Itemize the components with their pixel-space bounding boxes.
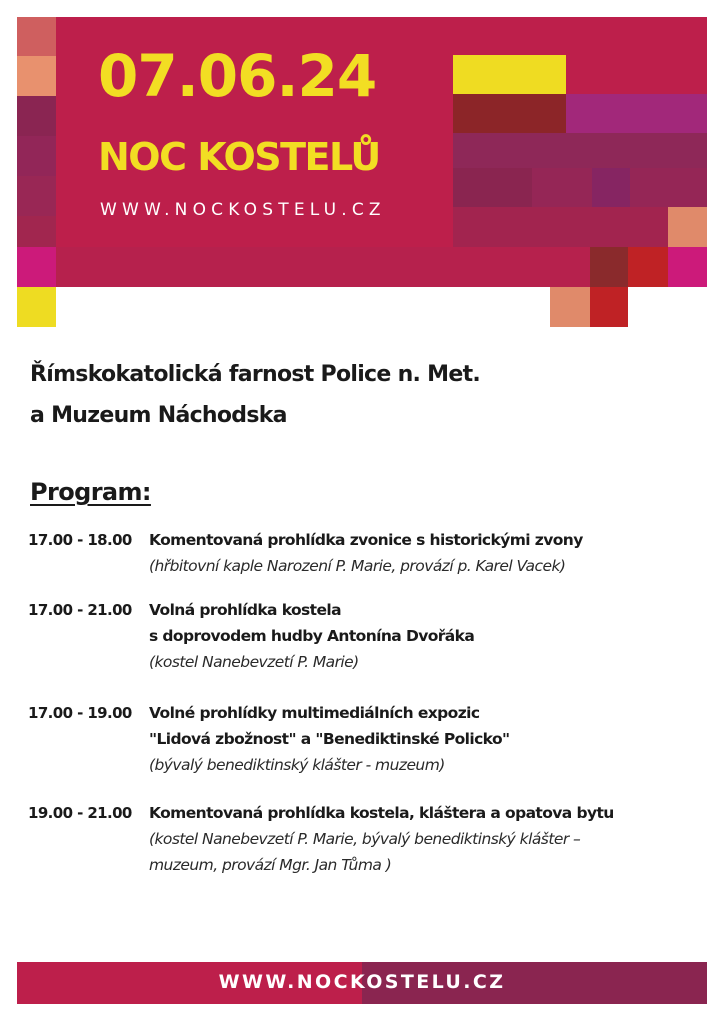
decor-tile <box>453 207 668 247</box>
program-time: 19.00 - 21.00 <box>28 804 132 822</box>
decor-tile <box>453 55 566 94</box>
decor-tile <box>17 96 56 136</box>
program-time: 17.00 - 18.00 <box>28 531 132 549</box>
website-link-top[interactable]: WWW.NOCKOSTELU.CZ <box>100 200 386 220</box>
program-note: (kostel Nanebevzetí P. Marie, bývalý benediktinský klášter – <box>149 830 581 848</box>
program-title: Komentovaná prohlídka kostela, kláštera a opatova bytu <box>149 804 614 822</box>
decor-tile <box>590 287 628 327</box>
event-date: 07.06.24 <box>98 42 377 110</box>
decor-tile <box>566 94 707 133</box>
decor-tile <box>453 133 707 168</box>
organizer-line-2: a Muzeum Náchodska <box>30 403 287 428</box>
program-description <box>149 800 709 878</box>
program-note: (hřbitovní kaple Narození P. Marie, provází p. Karel Vacek) <box>149 557 566 575</box>
decor-tile <box>453 168 532 207</box>
program-time: 17.00 - 19.00 <box>28 704 132 722</box>
program-time: 17.00 - 21.00 <box>28 601 132 619</box>
organizer-line-1: Římskokatolická farnost Police n. Met. <box>30 362 481 387</box>
decor-tile <box>590 247 628 287</box>
program-title: Volná prohlídka kostela <box>149 601 341 619</box>
program-description <box>149 527 709 579</box>
decor-tile <box>550 287 590 327</box>
program-note: (bývalý benediktinský klášter - muzeum) <box>149 756 445 774</box>
event-name: NOC KOSTELŮ <box>98 135 380 179</box>
footer-bar <box>17 962 707 1004</box>
decor-tile <box>56 247 590 287</box>
program-title: Volné prohlídky multimediálních expozic <box>149 704 480 722</box>
decor-tile <box>453 94 566 133</box>
program-heading: Program: <box>30 478 151 506</box>
website-link-bottom[interactable]: WWW.NOCKOSTELU.CZ <box>218 971 506 993</box>
program-note: muzeum, provází Mgr. Jan Tůma ) <box>149 856 392 874</box>
decor-tile <box>17 287 56 327</box>
decor-tile <box>17 216 56 247</box>
decor-tile <box>592 168 630 207</box>
decor-tile <box>668 207 707 247</box>
decor-tile <box>17 17 56 56</box>
program-note: (kostel Nanebevzetí P. Marie) <box>149 653 359 671</box>
decor-tile <box>628 247 668 287</box>
decor-tile <box>17 247 56 287</box>
program-title: Komentovaná prohlídka zvonice s historickými zvony <box>149 531 583 549</box>
program-description <box>149 597 709 675</box>
program-title: s doprovodem hudby Antonína Dvořáka <box>149 627 475 645</box>
program-description <box>149 700 709 778</box>
decor-tile <box>17 56 56 96</box>
decor-tile <box>17 176 56 216</box>
decor-tile <box>668 247 707 287</box>
decor-tile <box>17 136 56 176</box>
program-title: "Lidová zbožnost" a "Benediktinské Policko" <box>149 730 510 748</box>
